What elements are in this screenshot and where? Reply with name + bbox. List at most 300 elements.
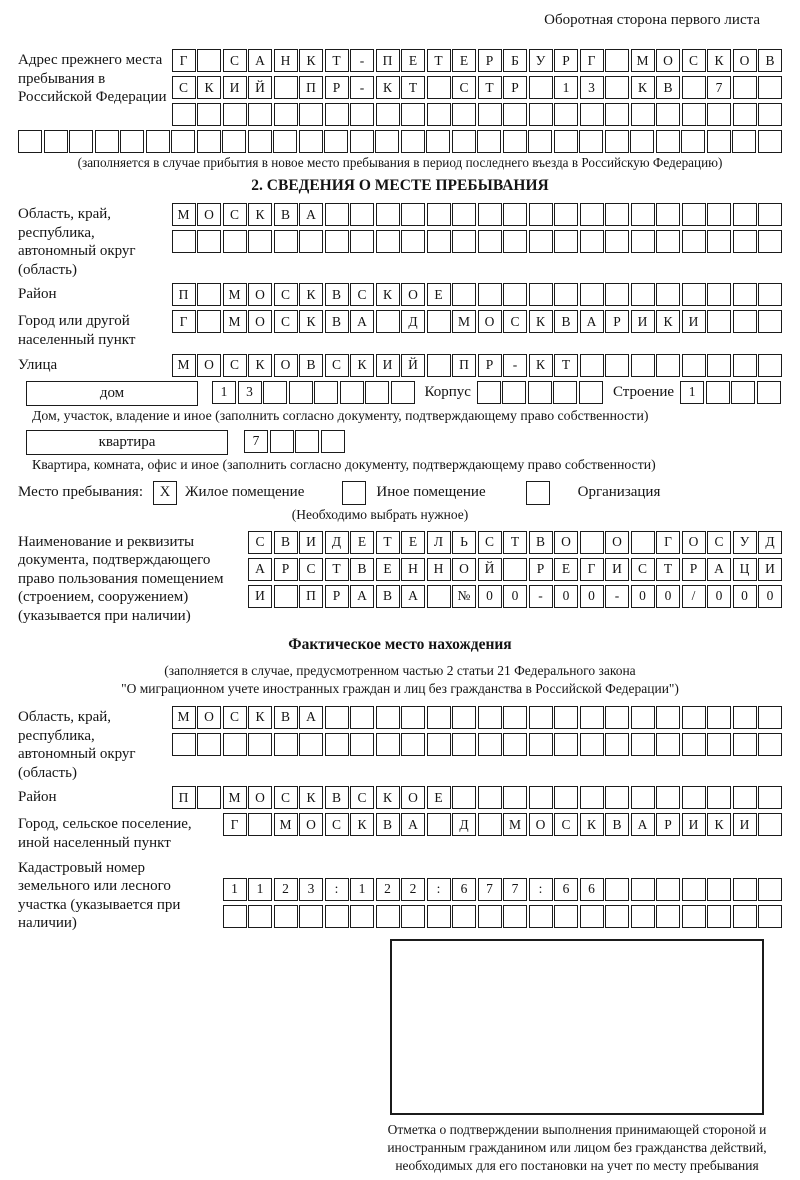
char-cell[interactable]: О <box>197 203 221 226</box>
char-cell[interactable]: Е <box>554 558 578 581</box>
char-cell[interactable]: Т <box>656 558 680 581</box>
char-cell[interactable] <box>758 786 782 809</box>
char-cell[interactable]: О <box>554 531 578 554</box>
char-cell[interactable]: Г <box>580 49 604 72</box>
char-cell[interactable] <box>299 130 323 153</box>
char-cell[interactable] <box>427 76 451 99</box>
char-cell[interactable]: Д <box>758 531 782 554</box>
char-cell[interactable]: 3 <box>238 381 262 404</box>
char-cell[interactable]: 0 <box>554 585 578 608</box>
char-cell[interactable] <box>248 905 272 928</box>
char-cell[interactable] <box>758 283 782 306</box>
char-cell[interactable] <box>197 130 221 153</box>
char-cell[interactable]: - <box>529 585 553 608</box>
char-cell[interactable]: А <box>248 558 272 581</box>
char-cell[interactable]: 1 <box>248 878 272 901</box>
char-cell[interactable] <box>401 230 425 253</box>
char-cell[interactable] <box>580 733 604 756</box>
char-cell[interactable] <box>707 706 731 729</box>
char-cell[interactable]: 0 <box>503 585 527 608</box>
char-cell[interactable]: В <box>529 531 553 554</box>
char-cell[interactable] <box>324 130 348 153</box>
char-cell[interactable]: К <box>350 354 374 377</box>
char-cell[interactable] <box>248 103 272 126</box>
char-cell[interactable] <box>682 103 706 126</box>
char-cell[interactable]: С <box>223 354 247 377</box>
char-cell[interactable] <box>376 203 400 226</box>
char-cell[interactable] <box>478 283 502 306</box>
char-cell[interactable]: Р <box>325 76 349 99</box>
char-cell[interactable] <box>580 706 604 729</box>
char-cell[interactable]: Е <box>376 558 400 581</box>
char-cell[interactable]: Е <box>401 531 425 554</box>
char-cell[interactable] <box>427 905 451 928</box>
char-cell[interactable]: О <box>478 310 502 333</box>
char-cell[interactable] <box>248 130 272 153</box>
char-cell[interactable] <box>401 905 425 928</box>
char-cell[interactable] <box>529 733 553 756</box>
char-cell[interactable] <box>478 786 502 809</box>
char-cell[interactable] <box>274 103 298 126</box>
char-cell[interactable]: С <box>478 531 502 554</box>
char-cell[interactable] <box>758 310 782 333</box>
char-cell[interactable] <box>630 130 654 153</box>
char-cell[interactable]: К <box>529 310 553 333</box>
char-cell[interactable] <box>707 130 731 153</box>
char-cell[interactable] <box>197 786 221 809</box>
char-cell[interactable]: С <box>325 813 349 836</box>
char-cell[interactable] <box>682 354 706 377</box>
char-cell[interactable]: А <box>350 585 374 608</box>
char-cell[interactable]: С <box>350 283 374 306</box>
char-cell[interactable] <box>325 103 349 126</box>
char-cell[interactable] <box>478 230 502 253</box>
char-cell[interactable]: А <box>631 813 655 836</box>
char-cell[interactable]: К <box>248 354 272 377</box>
char-cell[interactable] <box>682 905 706 928</box>
char-cell[interactable]: А <box>248 49 272 72</box>
char-cell[interactable] <box>580 203 604 226</box>
char-cell[interactable] <box>69 130 93 153</box>
char-cell[interactable] <box>375 130 399 153</box>
char-cell[interactable] <box>223 103 247 126</box>
char-cell[interactable] <box>18 130 42 153</box>
char-cell[interactable] <box>605 49 629 72</box>
char-cell[interactable] <box>270 430 294 453</box>
char-cell[interactable]: Й <box>248 76 272 99</box>
char-cell[interactable]: К <box>376 786 400 809</box>
char-cell[interactable] <box>299 733 323 756</box>
char-cell[interactable]: К <box>299 786 323 809</box>
char-cell[interactable] <box>350 905 374 928</box>
char-cell[interactable] <box>295 430 319 453</box>
char-cell[interactable] <box>529 706 553 729</box>
char-cell[interactable] <box>503 733 527 756</box>
char-cell[interactable] <box>656 130 680 153</box>
char-cell[interactable]: № <box>452 585 476 608</box>
char-cell[interactable]: 0 <box>631 585 655 608</box>
char-cell[interactable] <box>707 310 731 333</box>
char-cell[interactable] <box>401 733 425 756</box>
char-cell[interactable] <box>350 103 374 126</box>
char-cell[interactable]: : <box>529 878 553 901</box>
char-cell[interactable] <box>172 230 196 253</box>
char-cell[interactable] <box>554 203 578 226</box>
char-cell[interactable] <box>631 230 655 253</box>
char-cell[interactable] <box>223 733 247 756</box>
char-cell[interactable] <box>631 203 655 226</box>
char-cell[interactable]: - <box>503 354 527 377</box>
char-cell[interactable]: 7 <box>244 430 268 453</box>
char-cell[interactable] <box>197 230 221 253</box>
char-cell[interactable] <box>656 230 680 253</box>
char-cell[interactable]: Т <box>427 49 451 72</box>
char-cell[interactable] <box>427 813 451 836</box>
char-cell[interactable]: А <box>299 706 323 729</box>
char-cell[interactable]: А <box>401 585 425 608</box>
char-cell[interactable]: У <box>733 531 757 554</box>
char-cell[interactable] <box>682 76 706 99</box>
char-cell[interactable] <box>733 283 757 306</box>
char-cell[interactable] <box>172 103 196 126</box>
char-cell[interactable]: О <box>401 786 425 809</box>
char-cell[interactable]: Е <box>452 49 476 72</box>
char-cell[interactable]: В <box>274 531 298 554</box>
char-cell[interactable]: 0 <box>733 585 757 608</box>
char-cell[interactable] <box>503 203 527 226</box>
char-cell[interactable] <box>733 76 757 99</box>
char-cell[interactable]: Д <box>401 310 425 333</box>
char-cell[interactable]: К <box>529 354 553 377</box>
char-cell[interactable]: М <box>172 706 196 729</box>
char-cell[interactable]: К <box>631 76 655 99</box>
char-cell[interactable]: А <box>299 203 323 226</box>
char-cell[interactable] <box>248 813 272 836</box>
char-cell[interactable] <box>248 230 272 253</box>
char-cell[interactable]: 3 <box>580 76 604 99</box>
char-cell[interactable]: 6 <box>452 878 476 901</box>
char-cell[interactable] <box>197 733 221 756</box>
char-cell[interactable] <box>452 203 476 226</box>
char-cell[interactable]: П <box>299 76 323 99</box>
char-cell[interactable] <box>321 430 345 453</box>
char-cell[interactable]: 1 <box>680 381 704 404</box>
char-cell[interactable]: / <box>682 585 706 608</box>
char-cell[interactable]: Р <box>529 558 553 581</box>
char-cell[interactable] <box>605 130 629 153</box>
char-cell[interactable]: О <box>197 354 221 377</box>
char-cell[interactable]: И <box>631 310 655 333</box>
char-cell[interactable] <box>274 905 298 928</box>
char-cell[interactable] <box>478 203 502 226</box>
char-cell[interactable]: О <box>274 354 298 377</box>
char-cell[interactable]: О <box>248 786 272 809</box>
char-cell[interactable] <box>529 230 553 253</box>
char-cell[interactable]: Е <box>350 531 374 554</box>
char-cell[interactable] <box>401 706 425 729</box>
char-cell[interactable] <box>605 103 629 126</box>
char-cell[interactable]: М <box>223 310 247 333</box>
char-cell[interactable]: В <box>274 706 298 729</box>
char-cell[interactable] <box>503 130 527 153</box>
char-cell[interactable] <box>478 103 502 126</box>
char-cell[interactable] <box>274 230 298 253</box>
char-cell[interactable]: М <box>503 813 527 836</box>
checkbox-organization[interactable] <box>526 481 550 505</box>
char-cell[interactable] <box>554 733 578 756</box>
char-cell[interactable]: 2 <box>401 878 425 901</box>
char-cell[interactable] <box>325 905 349 928</box>
char-cell[interactable] <box>554 706 578 729</box>
char-cell[interactable] <box>707 786 731 809</box>
char-cell[interactable]: Р <box>325 585 349 608</box>
char-cell[interactable]: В <box>605 813 629 836</box>
char-cell[interactable] <box>350 203 374 226</box>
char-cell[interactable] <box>605 283 629 306</box>
char-cell[interactable] <box>580 531 604 554</box>
char-cell[interactable] <box>325 230 349 253</box>
char-cell[interactable]: Л <box>427 531 451 554</box>
char-cell[interactable]: Т <box>376 531 400 554</box>
char-cell[interactable]: С <box>223 203 247 226</box>
char-cell[interactable] <box>731 381 755 404</box>
char-cell[interactable]: В <box>325 283 349 306</box>
char-cell[interactable] <box>426 130 450 153</box>
char-cell[interactable] <box>758 354 782 377</box>
char-cell[interactable] <box>656 354 680 377</box>
char-cell[interactable] <box>299 905 323 928</box>
char-cell[interactable] <box>427 706 451 729</box>
char-cell[interactable]: С <box>682 49 706 72</box>
char-cell[interactable] <box>554 130 578 153</box>
char-cell[interactable]: 1 <box>350 878 374 901</box>
char-cell[interactable] <box>146 130 170 153</box>
char-cell[interactable]: Ь <box>452 531 476 554</box>
char-cell[interactable] <box>350 733 374 756</box>
char-cell[interactable] <box>376 733 400 756</box>
char-cell[interactable]: А <box>580 310 604 333</box>
char-cell[interactable] <box>580 283 604 306</box>
char-cell[interactable] <box>758 905 782 928</box>
char-cell[interactable] <box>757 381 781 404</box>
char-cell[interactable]: 1 <box>223 878 247 901</box>
char-cell[interactable]: С <box>274 283 298 306</box>
char-cell[interactable]: 0 <box>478 585 502 608</box>
char-cell[interactable] <box>631 733 655 756</box>
char-cell[interactable]: В <box>376 813 400 836</box>
char-cell[interactable]: И <box>248 585 272 608</box>
char-cell[interactable] <box>427 103 451 126</box>
char-cell[interactable]: 3 <box>299 878 323 901</box>
char-cell[interactable] <box>631 905 655 928</box>
char-cell[interactable] <box>733 203 757 226</box>
char-cell[interactable]: Р <box>503 76 527 99</box>
char-cell[interactable] <box>452 283 476 306</box>
char-cell[interactable]: О <box>248 310 272 333</box>
char-cell[interactable] <box>733 905 757 928</box>
char-cell[interactable]: В <box>376 585 400 608</box>
char-cell[interactable]: Г <box>223 813 247 836</box>
char-cell[interactable] <box>682 878 706 901</box>
char-cell[interactable]: Г <box>580 558 604 581</box>
char-cell[interactable] <box>197 103 221 126</box>
char-cell[interactable]: М <box>223 283 247 306</box>
char-cell[interactable] <box>707 203 731 226</box>
char-cell[interactable]: И <box>682 813 706 836</box>
char-cell[interactable] <box>529 203 553 226</box>
char-cell[interactable] <box>401 203 425 226</box>
char-cell[interactable]: О <box>656 49 680 72</box>
char-cell[interactable]: С <box>350 786 374 809</box>
char-cell[interactable]: Р <box>682 558 706 581</box>
char-cell[interactable] <box>427 585 451 608</box>
char-cell[interactable] <box>340 381 364 404</box>
char-cell[interactable]: А <box>350 310 374 333</box>
char-cell[interactable]: О <box>529 813 553 836</box>
char-cell[interactable]: Г <box>172 310 196 333</box>
char-cell[interactable] <box>605 733 629 756</box>
char-cell[interactable] <box>452 103 476 126</box>
char-cell[interactable] <box>631 354 655 377</box>
char-cell[interactable] <box>631 531 655 554</box>
checkbox-other-premises[interactable] <box>342 481 366 505</box>
char-cell[interactable]: Г <box>656 531 680 554</box>
char-cell[interactable]: М <box>631 49 655 72</box>
char-cell[interactable] <box>656 283 680 306</box>
char-cell[interactable]: К <box>248 203 272 226</box>
char-cell[interactable] <box>529 905 553 928</box>
char-cell[interactable]: А <box>707 558 731 581</box>
char-cell[interactable]: В <box>350 558 374 581</box>
char-cell[interactable] <box>274 76 298 99</box>
char-cell[interactable] <box>605 905 629 928</box>
char-cell[interactable]: К <box>376 76 400 99</box>
char-cell[interactable] <box>376 230 400 253</box>
char-cell[interactable] <box>325 706 349 729</box>
char-cell[interactable]: Т <box>503 531 527 554</box>
char-cell[interactable] <box>682 283 706 306</box>
char-cell[interactable]: С <box>248 531 272 554</box>
char-cell[interactable] <box>427 354 451 377</box>
char-cell[interactable] <box>656 878 680 901</box>
char-cell[interactable]: - <box>350 49 374 72</box>
char-cell[interactable]: И <box>223 76 247 99</box>
char-cell[interactable]: В <box>325 786 349 809</box>
char-cell[interactable]: У <box>529 49 553 72</box>
char-cell[interactable] <box>223 230 247 253</box>
char-cell[interactable] <box>350 130 374 153</box>
char-cell[interactable]: С <box>325 354 349 377</box>
char-cell[interactable] <box>631 283 655 306</box>
char-cell[interactable]: С <box>274 786 298 809</box>
char-cell[interactable]: С <box>274 310 298 333</box>
char-cell[interactable] <box>579 130 603 153</box>
char-cell[interactable] <box>733 230 757 253</box>
char-cell[interactable] <box>452 786 476 809</box>
char-cell[interactable]: С <box>223 49 247 72</box>
char-cell[interactable] <box>44 130 68 153</box>
char-cell[interactable] <box>682 706 706 729</box>
char-cell[interactable]: 7 <box>707 76 731 99</box>
char-cell[interactable] <box>171 130 195 153</box>
char-cell[interactable] <box>758 878 782 901</box>
char-cell[interactable] <box>707 905 731 928</box>
char-cell[interactable]: О <box>682 531 706 554</box>
char-cell[interactable] <box>706 381 730 404</box>
char-cell[interactable]: Т <box>325 558 349 581</box>
char-cell[interactable]: Д <box>325 531 349 554</box>
char-cell[interactable]: М <box>172 203 196 226</box>
char-cell[interactable]: - <box>605 585 629 608</box>
char-cell[interactable] <box>503 706 527 729</box>
char-cell[interactable] <box>553 381 577 404</box>
char-cell[interactable] <box>758 76 782 99</box>
char-cell[interactable]: П <box>172 786 196 809</box>
char-cell[interactable] <box>325 733 349 756</box>
char-cell[interactable]: Р <box>554 49 578 72</box>
char-cell[interactable] <box>452 706 476 729</box>
char-cell[interactable]: 0 <box>656 585 680 608</box>
char-cell[interactable] <box>733 354 757 377</box>
char-cell[interactable] <box>502 381 526 404</box>
char-cell[interactable] <box>274 585 298 608</box>
char-cell[interactable] <box>733 706 757 729</box>
char-cell[interactable]: А <box>401 813 425 836</box>
char-cell[interactable] <box>120 130 144 153</box>
char-cell[interactable] <box>452 733 476 756</box>
char-cell[interactable] <box>758 813 782 836</box>
char-cell[interactable] <box>605 230 629 253</box>
char-cell[interactable]: И <box>605 558 629 581</box>
char-cell[interactable] <box>579 381 603 404</box>
char-cell[interactable] <box>656 786 680 809</box>
char-cell[interactable]: 7 <box>478 878 502 901</box>
char-cell[interactable] <box>503 103 527 126</box>
char-cell[interactable]: Т <box>554 354 578 377</box>
char-cell[interactable] <box>682 786 706 809</box>
char-cell[interactable] <box>325 203 349 226</box>
char-cell[interactable] <box>528 130 552 153</box>
char-cell[interactable] <box>656 103 680 126</box>
char-cell[interactable]: С <box>554 813 578 836</box>
char-cell[interactable] <box>452 130 476 153</box>
char-cell[interactable]: П <box>172 283 196 306</box>
char-cell[interactable] <box>656 203 680 226</box>
char-cell[interactable]: Т <box>478 76 502 99</box>
char-cell[interactable] <box>427 230 451 253</box>
char-cell[interactable]: 1 <box>554 76 578 99</box>
char-cell[interactable] <box>350 230 374 253</box>
char-cell[interactable]: Д <box>452 813 476 836</box>
char-cell[interactable]: 6 <box>554 878 578 901</box>
char-cell[interactable] <box>707 733 731 756</box>
char-cell[interactable] <box>401 103 425 126</box>
char-cell[interactable] <box>478 733 502 756</box>
char-cell[interactable]: 7 <box>503 878 527 901</box>
char-cell[interactable] <box>401 130 425 153</box>
char-cell[interactable]: 0 <box>758 585 782 608</box>
char-cell[interactable] <box>707 103 731 126</box>
char-cell[interactable]: П <box>376 49 400 72</box>
char-cell[interactable]: Г <box>172 49 196 72</box>
char-cell[interactable] <box>222 130 246 153</box>
char-cell[interactable] <box>273 130 297 153</box>
char-cell[interactable]: Б <box>503 49 527 72</box>
char-cell[interactable]: К <box>580 813 604 836</box>
char-cell[interactable]: Р <box>274 558 298 581</box>
char-cell[interactable] <box>427 733 451 756</box>
char-cell[interactable] <box>427 310 451 333</box>
